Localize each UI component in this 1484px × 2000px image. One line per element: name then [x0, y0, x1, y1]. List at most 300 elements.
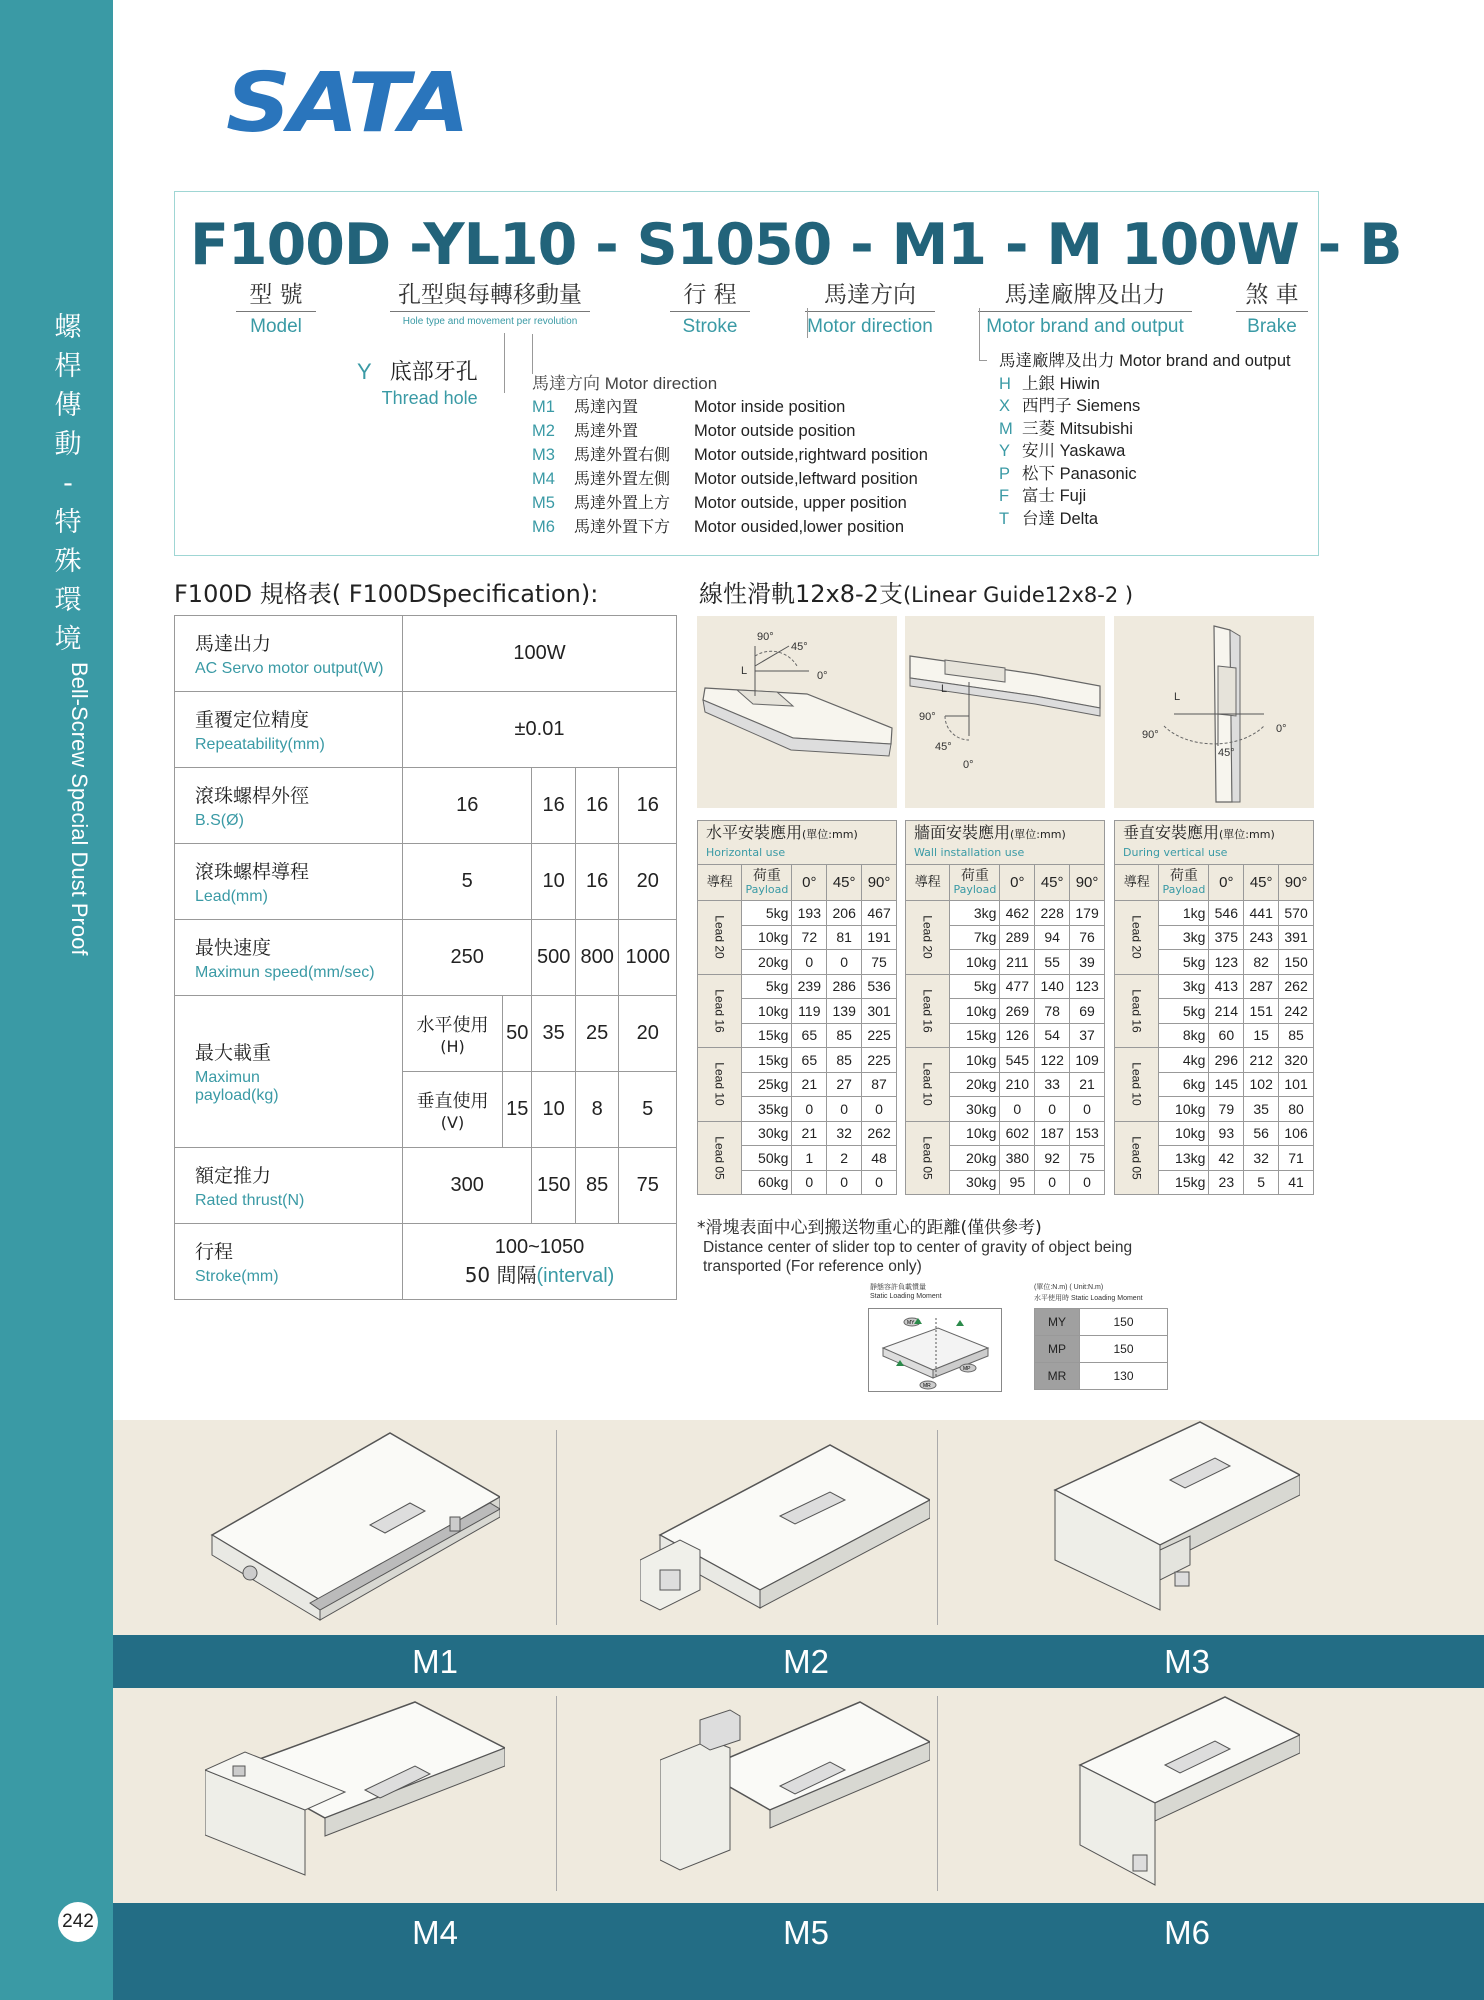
table-row — [906, 1121, 1105, 1146]
lead-label — [1115, 1121, 1159, 1195]
horizontal-actuator-icon — [697, 616, 897, 808]
cell: 10kg — [950, 1048, 1000, 1073]
item-key: M — [999, 419, 1013, 438]
lead-label — [906, 974, 950, 1048]
divider — [937, 1430, 938, 1625]
label-en: Lead(mm) — [195, 888, 268, 905]
cell: 536 — [862, 974, 897, 999]
item-cn: 馬達外置右側 — [574, 445, 671, 464]
segment-cn: 型 號 — [236, 276, 316, 312]
cell: 289 — [1000, 925, 1035, 950]
segment-model — [236, 276, 316, 338]
cell: 23 — [1209, 1170, 1244, 1195]
table-title-row — [1115, 821, 1314, 865]
cell: ±0.01 — [403, 692, 677, 768]
lead-text: Lead 10 — [1129, 1062, 1144, 1106]
cell: 391 — [1279, 925, 1314, 950]
item-key: M3 — [532, 446, 555, 464]
cell: 3kg — [950, 901, 1000, 926]
cell: 32 — [1244, 1146, 1279, 1171]
table-title-row — [906, 821, 1105, 865]
item-cn: 馬達外置左側 — [574, 469, 671, 488]
col-header: 45° — [1035, 865, 1070, 901]
linear-guide-title — [699, 574, 1133, 609]
sidebar-char: 傳 — [54, 390, 82, 421]
label-en: Repeatability(mm) — [195, 736, 325, 753]
cell: 286 — [827, 974, 862, 999]
lead-text: Lead 20 — [1129, 915, 1144, 959]
cell: 150 — [1279, 950, 1314, 975]
divider — [556, 1696, 557, 1891]
cell: 145 — [1209, 1072, 1244, 1097]
cell: 87 — [862, 1072, 897, 1097]
stroke-interval — [403, 1259, 676, 1288]
sidebar-char: 螺 — [54, 312, 82, 343]
cell: 140 — [1035, 974, 1070, 999]
cell: 30kg — [950, 1170, 1000, 1195]
angle-label: 0° — [817, 670, 828, 682]
col-header — [742, 865, 792, 901]
cell: 35 — [1244, 1097, 1279, 1122]
item-key: M1 — [532, 398, 555, 416]
m3-actuator-drawing — [1050, 1420, 1300, 1615]
table-title-row — [698, 821, 897, 865]
table-unit: (單位:mm) — [802, 827, 858, 841]
list-item — [999, 395, 1291, 418]
item-key: Y — [999, 442, 1011, 460]
cell: 301 — [862, 999, 897, 1024]
cell: 262 — [1279, 974, 1314, 999]
table-row — [175, 920, 677, 996]
label-en: Rated thrust(N) — [195, 1192, 305, 1209]
spec-title: F100D 規格表( F100DSpecification): — [174, 580, 599, 608]
cell: 6kg — [1159, 1072, 1209, 1097]
table-row — [1115, 1048, 1314, 1073]
cell: 10 — [532, 844, 576, 920]
label-en: Stroke(mm) — [195, 1268, 279, 1285]
item-key: F — [999, 487, 1010, 505]
cell: 50 — [503, 996, 532, 1072]
cell: 3kg — [1159, 925, 1209, 950]
item-cn: 馬達外置 — [574, 421, 639, 440]
col-header: 0° — [1000, 865, 1035, 901]
cell: 0 — [1000, 1097, 1035, 1122]
config-label-m4: M4 — [412, 1914, 458, 1951]
cell: 25kg — [742, 1072, 792, 1097]
moment-table — [1034, 1308, 1168, 1390]
label-en: AC Servo motor output(W) — [195, 660, 384, 677]
cell: 126 — [1000, 1023, 1035, 1048]
item-en: Motor outside position — [694, 422, 856, 440]
lead-text: Lead 20 — [712, 915, 727, 959]
cell: 94 — [1035, 925, 1070, 950]
cell: 262 — [862, 1121, 897, 1146]
cell: 41 — [1279, 1170, 1314, 1195]
lead-text: Lead 10 — [920, 1062, 935, 1106]
angle-label: 90° — [757, 631, 774, 643]
moment-label: MP — [963, 1366, 971, 1372]
cell: 296 — [1209, 1048, 1244, 1073]
table-row — [1115, 1121, 1314, 1146]
config-label-m3: M3 — [1164, 1643, 1210, 1680]
cell: 441 — [1244, 901, 1279, 926]
cell: 546 — [1209, 901, 1244, 926]
segment-motor-brand — [978, 276, 1192, 338]
cell: 153 — [1070, 1121, 1105, 1146]
table-row — [175, 1148, 677, 1224]
note-en: transported (For reference only) — [703, 1258, 922, 1275]
cell: 10 — [532, 1072, 576, 1148]
col-header: 45° — [1244, 865, 1279, 901]
angle-label: 45° — [1218, 747, 1235, 759]
configuration-label-bar — [113, 1903, 1484, 1963]
segment-en: Motor brand and output — [986, 316, 1184, 337]
lead-label — [1115, 901, 1159, 975]
table-row — [175, 1224, 677, 1300]
cell: 10kg — [950, 999, 1000, 1024]
cell: 212 — [1244, 1048, 1279, 1073]
cell: 119 — [792, 999, 827, 1024]
cell: 5kg — [742, 901, 792, 926]
cell: 150 — [532, 1148, 576, 1224]
sidebar-char: 境 — [54, 624, 82, 655]
cell: 1kg — [1159, 901, 1209, 926]
table-header-row — [1115, 865, 1314, 901]
sidebar-char: 環 — [54, 585, 82, 616]
table-unit: (單位:mm) — [1010, 827, 1066, 841]
table-unit: (單位:mm) — [1219, 827, 1275, 841]
lead-label — [1115, 974, 1159, 1048]
cell: 413 — [1209, 974, 1244, 999]
cell: 100W — [403, 616, 677, 692]
cell: 101 — [1279, 1072, 1314, 1097]
cell: 15 — [1244, 1023, 1279, 1048]
cell: 243 — [1244, 925, 1279, 950]
cell: 10kg — [950, 1121, 1000, 1146]
cell: 225 — [862, 1023, 897, 1048]
cell: 15kg — [742, 1048, 792, 1073]
cell: 102 — [1244, 1072, 1279, 1097]
load-table — [905, 820, 1105, 1195]
table-title-cn: 水平安裝應用 — [706, 822, 803, 842]
cell: 35 — [532, 996, 576, 1072]
item-en: Motor outside, upper position — [694, 494, 907, 512]
cell: 545 — [1000, 1048, 1035, 1073]
segment-cn: 馬達方向 — [805, 276, 935, 312]
wall-install-diagram — [905, 616, 1105, 808]
col-header: 導程 — [1115, 865, 1159, 901]
col-header: 90° — [1279, 865, 1314, 901]
cell: 191 — [862, 925, 897, 950]
item-text: 三菱 Mitsubishi — [1022, 419, 1133, 438]
cell: 92 — [1035, 1146, 1070, 1171]
item-key: P — [999, 464, 1011, 483]
load-table — [697, 820, 897, 1195]
thread-hole-option — [357, 355, 478, 409]
m2-actuator-drawing — [640, 1430, 930, 1620]
wall-actuator-icon — [905, 616, 1105, 808]
order-code: F100D -YL10 - S1050 - M1 - M 100W - B — [190, 212, 1402, 278]
motor-brand-list — [999, 350, 1291, 530]
cell: 20 — [619, 844, 677, 920]
cell: 16 — [575, 844, 619, 920]
cell: 602 — [1000, 1121, 1035, 1146]
cell: 42 — [1209, 1146, 1244, 1171]
lead-text: Lead 16 — [1129, 989, 1144, 1033]
table-header-row — [906, 865, 1105, 901]
cell: 13kg — [1159, 1146, 1209, 1171]
cell: 467 — [862, 901, 897, 926]
vertical-actuator-icon — [1114, 616, 1319, 808]
cell: 55 — [1035, 950, 1070, 975]
table-row — [175, 768, 677, 844]
cell: 65 — [792, 1023, 827, 1048]
cell — [403, 1224, 677, 1300]
item-cn: 馬達外置下方 — [574, 517, 671, 536]
sidebar-char: 桿 — [54, 351, 82, 382]
cell: 25 — [575, 996, 619, 1072]
config-label-m1: M1 — [412, 1643, 458, 1680]
table-row — [1115, 901, 1314, 926]
sidebar-english-title: Bell-Screw Special Dust Proof — [67, 662, 92, 956]
list-item — [532, 419, 928, 443]
sub-en: (H) — [440, 1037, 465, 1056]
label-cn: 重覆定位精度 — [195, 709, 310, 731]
item-key: M5 — [532, 494, 555, 512]
sidebar-chinese-title — [42, 308, 94, 659]
interval-en: (interval) — [536, 1264, 615, 1287]
cell: 16 — [619, 768, 677, 844]
cell: 21 — [792, 1072, 827, 1097]
cell: 477 — [1000, 974, 1035, 999]
table-row — [906, 1048, 1105, 1073]
row-label — [175, 1224, 403, 1300]
col-header-en: Payload — [745, 882, 789, 896]
cell: 320 — [1279, 1048, 1314, 1073]
cell: 95 — [1000, 1170, 1035, 1195]
item-text: 松下 Panasonic — [1022, 464, 1137, 483]
moment-caption: Static Loading Moment — [870, 1293, 942, 1300]
cell: 0 — [862, 1097, 897, 1122]
cell: 15kg — [742, 1023, 792, 1048]
cell: 10kg — [1159, 1121, 1209, 1146]
angle-label: 45° — [791, 641, 808, 653]
label-en: Maximun speed(mm/sec) — [195, 964, 375, 981]
list-item — [532, 491, 928, 515]
cell: 0 — [827, 950, 862, 975]
sidebar — [0, 0, 113, 2000]
page-number: 242 — [58, 1902, 98, 1942]
cell: 375 — [1209, 925, 1244, 950]
lead-label — [906, 1121, 950, 1195]
lg-title-cn: 線性滑軌12x8-2支 — [699, 580, 903, 608]
cell: 130 — [1080, 1363, 1168, 1390]
cell: 50kg — [742, 1146, 792, 1171]
sub-label — [403, 996, 503, 1072]
item-key: H — [999, 374, 1011, 393]
cell: 211 — [1000, 950, 1035, 975]
cell: 0 — [792, 1097, 827, 1122]
angle-label: 0° — [963, 759, 974, 771]
table-row — [1035, 1336, 1168, 1363]
spec-table — [174, 615, 677, 1300]
table-row — [1115, 974, 1314, 999]
cell: 4kg — [1159, 1048, 1209, 1073]
lead-label — [906, 1048, 950, 1122]
cell: 5kg — [950, 974, 1000, 999]
cell: 85 — [1279, 1023, 1314, 1048]
sidebar-char: 殊 — [54, 546, 82, 577]
item-text: 西門子 Siemens — [1022, 397, 1141, 415]
sidebar-char: - — [63, 468, 73, 499]
motor-brand-title: 馬達廠牌及出力 Motor brand and output — [999, 352, 1291, 370]
cell: 300 — [403, 1148, 532, 1224]
moment-label: MR — [923, 1383, 931, 1389]
cell: 60kg — [742, 1170, 792, 1195]
segment-en: Model — [250, 316, 302, 337]
table-title-en: Wall installation use — [914, 845, 1025, 859]
length-label: L — [1174, 691, 1181, 703]
table-row — [906, 974, 1105, 999]
load-table — [1114, 820, 1314, 1195]
segment-en: Hole type and movement per revolution — [402, 316, 578, 327]
m1-actuator-drawing — [210, 1425, 500, 1625]
row-label — [175, 692, 403, 768]
item-text: 上銀 Hiwin — [1022, 374, 1100, 393]
list-item — [999, 440, 1291, 463]
cell: 80 — [1279, 1097, 1314, 1122]
cell: 81 — [827, 925, 862, 950]
cell: 150 — [1080, 1309, 1168, 1336]
segment-cn: 煞 車 — [1236, 276, 1308, 312]
cell: 228 — [1035, 901, 1070, 926]
cell: 0 — [827, 1170, 862, 1195]
motor-direction-list — [532, 372, 928, 539]
config-label-m5: M5 — [783, 1914, 829, 1951]
segment-en: Stroke — [682, 316, 738, 337]
segment-cn: 孔型與每轉移動量 — [390, 276, 590, 312]
cell: MY — [1035, 1309, 1080, 1336]
item-key: M4 — [532, 470, 555, 488]
cell: 33 — [1035, 1072, 1070, 1097]
sub-label — [403, 1072, 503, 1148]
config-label-m6: M6 — [1164, 1914, 1210, 1951]
cell: 71 — [1279, 1146, 1314, 1171]
cell: 69 — [1070, 999, 1105, 1024]
cell: 76 — [1070, 925, 1105, 950]
cell: 3kg — [1159, 974, 1209, 999]
distance-note — [697, 1213, 1132, 1276]
cell: 65 — [792, 1048, 827, 1073]
cell: 179 — [1070, 901, 1105, 926]
cell: 123 — [1209, 950, 1244, 975]
cell: 39 — [1070, 950, 1105, 975]
cell: 16 — [575, 768, 619, 844]
cell: 85 — [827, 1048, 862, 1073]
angle-label: 90° — [1142, 729, 1159, 741]
item-key: M6 — [532, 518, 555, 536]
label-cn: 最大載重 — [195, 1042, 272, 1064]
cell: 5kg — [742, 974, 792, 999]
cell: 1 — [792, 1146, 827, 1171]
cell: 139 — [827, 999, 862, 1024]
cell: 10kg — [950, 950, 1000, 975]
lead-label — [698, 974, 742, 1048]
table-row — [698, 901, 897, 926]
label-en: Maximun payload(kg) — [195, 1069, 279, 1104]
segment-motor-direction — [805, 276, 935, 338]
cell: 16 — [403, 768, 532, 844]
cell: 0 — [792, 1170, 827, 1195]
cell: 151 — [1244, 999, 1279, 1024]
cell: 2 — [827, 1146, 862, 1171]
col-header: 90° — [1070, 865, 1105, 901]
cell: 85 — [827, 1023, 862, 1048]
cell: 37 — [1070, 1023, 1105, 1048]
table-header-row — [698, 865, 897, 901]
table-row — [698, 974, 897, 999]
cell: 93 — [1209, 1121, 1244, 1146]
config-label-m2: M2 — [783, 1643, 829, 1680]
cell: 193 — [792, 901, 827, 926]
note-en: Distance center of slider top to center of gravity of object being — [703, 1239, 1133, 1256]
sata-logo: SATA — [226, 56, 468, 151]
label-cn: 最快速度 — [195, 937, 272, 959]
lead-text: Lead 20 — [920, 915, 935, 959]
cell: 27 — [827, 1072, 862, 1097]
sub-cn: 水平使用 — [416, 1015, 489, 1036]
cell: 5 — [403, 844, 532, 920]
col-header — [950, 865, 1000, 901]
col-header-cn: 荷重 — [752, 867, 781, 884]
cell: 60 — [1209, 1023, 1244, 1048]
cell: 10kg — [1159, 1097, 1209, 1122]
table-row — [906, 901, 1105, 926]
cell: 75 — [862, 950, 897, 975]
sub-en: (V) — [440, 1113, 465, 1132]
lead-label — [1115, 1048, 1159, 1122]
label-cn: 滾珠螺桿導程 — [195, 861, 310, 883]
col-header — [1159, 865, 1209, 901]
item-en: Motor inside position — [694, 398, 846, 416]
segment-en: Motor direction — [807, 316, 933, 337]
angle-label: 90° — [919, 711, 936, 723]
lg-title-en: (Linear Guide12x8-2 ) — [902, 583, 1134, 607]
item-key: X — [999, 397, 1011, 415]
cell: 15kg — [950, 1023, 1000, 1048]
lead-label — [698, 1121, 742, 1195]
cell: 150 — [1080, 1336, 1168, 1363]
item-cn: 馬達外置上方 — [574, 493, 671, 512]
table-title-cn: 牆面安裝應用 — [914, 822, 1011, 842]
list-item — [532, 467, 928, 491]
cell: 5 — [1244, 1170, 1279, 1195]
cell: 106 — [1279, 1121, 1314, 1146]
table-title-en: During vertical use — [1123, 845, 1228, 859]
cell: 20kg — [950, 1146, 1000, 1171]
divider — [937, 1696, 938, 1891]
motor-direction-title: 馬達方向 Motor direction — [532, 374, 718, 393]
moment-diagram — [868, 1308, 1003, 1418]
item-en: Motor outside,leftward position — [694, 470, 918, 488]
cell: 287 — [1244, 974, 1279, 999]
cell: 269 — [1000, 999, 1035, 1024]
segment-cn: 行 程 — [670, 276, 750, 312]
row-label — [175, 616, 403, 692]
angle-label: 0° — [1276, 723, 1287, 735]
cell: 5kg — [1159, 999, 1209, 1024]
row-label — [175, 768, 403, 844]
